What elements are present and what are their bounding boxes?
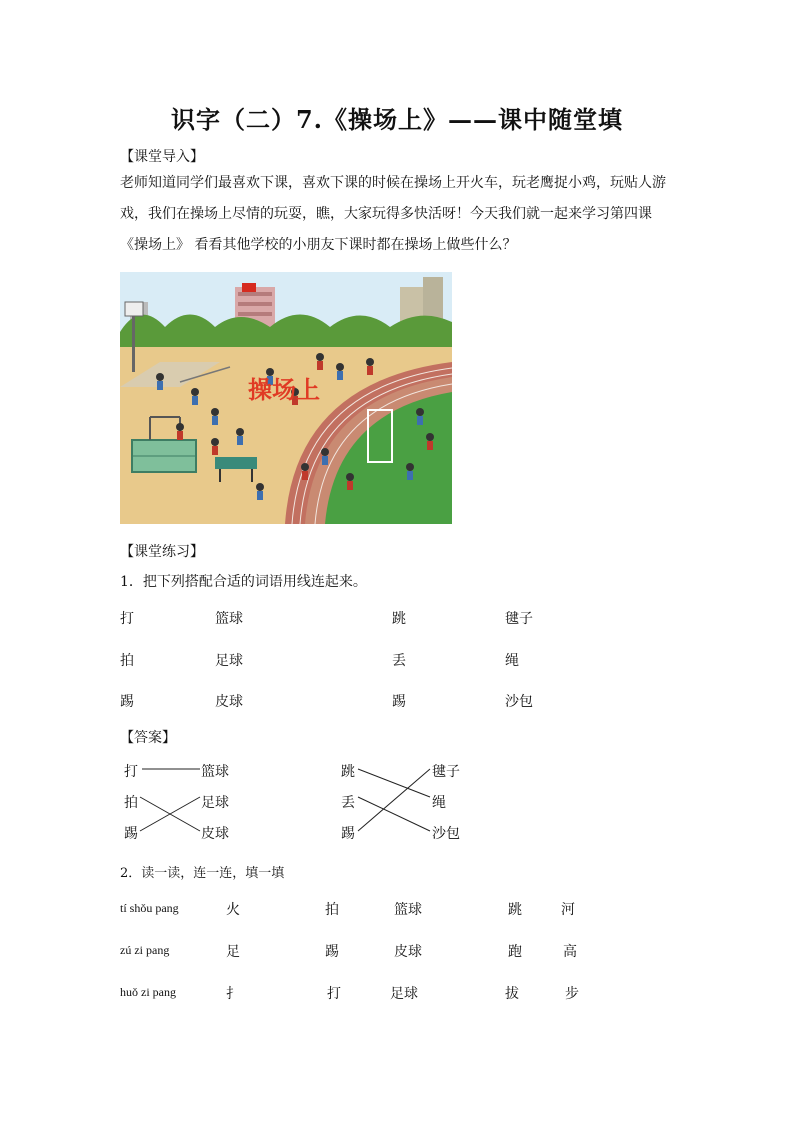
q1-word: 毽子 [505,611,533,627]
q1-word: 沙包 [505,694,533,710]
q2-word: 拔 [505,986,519,1002]
q2-pinyin: huǒ zi pang [120,985,176,999]
answer-word: 踢 [124,826,138,842]
q2-word: 足球 [390,986,418,1002]
q2-word: 皮球 [394,944,422,960]
q2-pinyin: tí shǒu pang [120,901,179,915]
q2-word: 打 [327,986,341,1002]
q1-word: 篮球 [215,611,243,627]
intro-line-3: 《操场上》 看看其他学校的小朋友下课时都在操场上做些什么？ [120,237,517,253]
q1-word: 打 [120,611,134,627]
q2-word: 高 [563,944,577,960]
q2-word: 河 [561,902,575,918]
intro-line-2: 戏，我们在操场上尽情的玩耍，瞧，大家玩得多快活呀！今天我们就一起来学习第四课 [120,206,652,222]
answer-word: 踢 [341,826,355,842]
answer-word: 拍 [124,795,138,811]
question-1-text: 1．把下列搭配合适的词语用线连起来。 [120,574,367,590]
intro-heading: 【课堂导入】 [120,149,204,165]
intro-line-1: 老师知道同学们最喜欢下课，喜欢下课的时候在操场上开火车，玩老鹰捉小鸡，玩贴人游 [120,175,666,191]
answer-word: 足球 [201,795,229,811]
answer-word: 绳 [432,795,446,811]
page-title: 识字（二）7.《操场上》——课中随堂填 [170,105,624,134]
practice-heading: 【课堂练习】 [120,544,204,560]
answer-word: 皮球 [201,826,229,842]
answer-word: 篮球 [201,764,229,780]
q2-word: 步 [565,986,579,1002]
answer-word: 跳 [341,764,355,780]
q1-word: 踢 [120,694,134,710]
answer-word: 丢 [341,795,355,811]
q2-word: 跳 [508,902,522,918]
q2-word: 跑 [508,944,522,960]
q2-pinyin: zú zi pang [120,943,170,957]
answer-word: 打 [124,764,138,780]
q1-word: 拍 [120,653,134,669]
answer-heading: 【答案】 [120,730,176,746]
picture-caption: 操场上 [248,376,320,404]
q1-word: 跳 [392,611,406,627]
q2-word: 拍 [325,902,339,918]
q2-word: 火 [226,902,240,918]
q1-word: 皮球 [215,694,243,710]
q2-word: 踢 [325,944,339,960]
playground-illustration [120,272,452,524]
question-2-text: 2．读一读，连一连，填一填 [120,866,285,881]
answer-connecting-lines [120,755,480,845]
q2-word: 足 [226,944,240,960]
q1-word: 踢 [392,694,406,710]
q1-word: 丢 [392,653,406,669]
q1-word: 绳 [505,653,519,669]
q1-word: 足球 [215,653,243,669]
q2-word: 篮球 [394,902,422,918]
answer-word: 沙包 [432,826,460,842]
q2-word: 扌 [226,986,240,1002]
answer-word: 毽子 [432,764,460,780]
